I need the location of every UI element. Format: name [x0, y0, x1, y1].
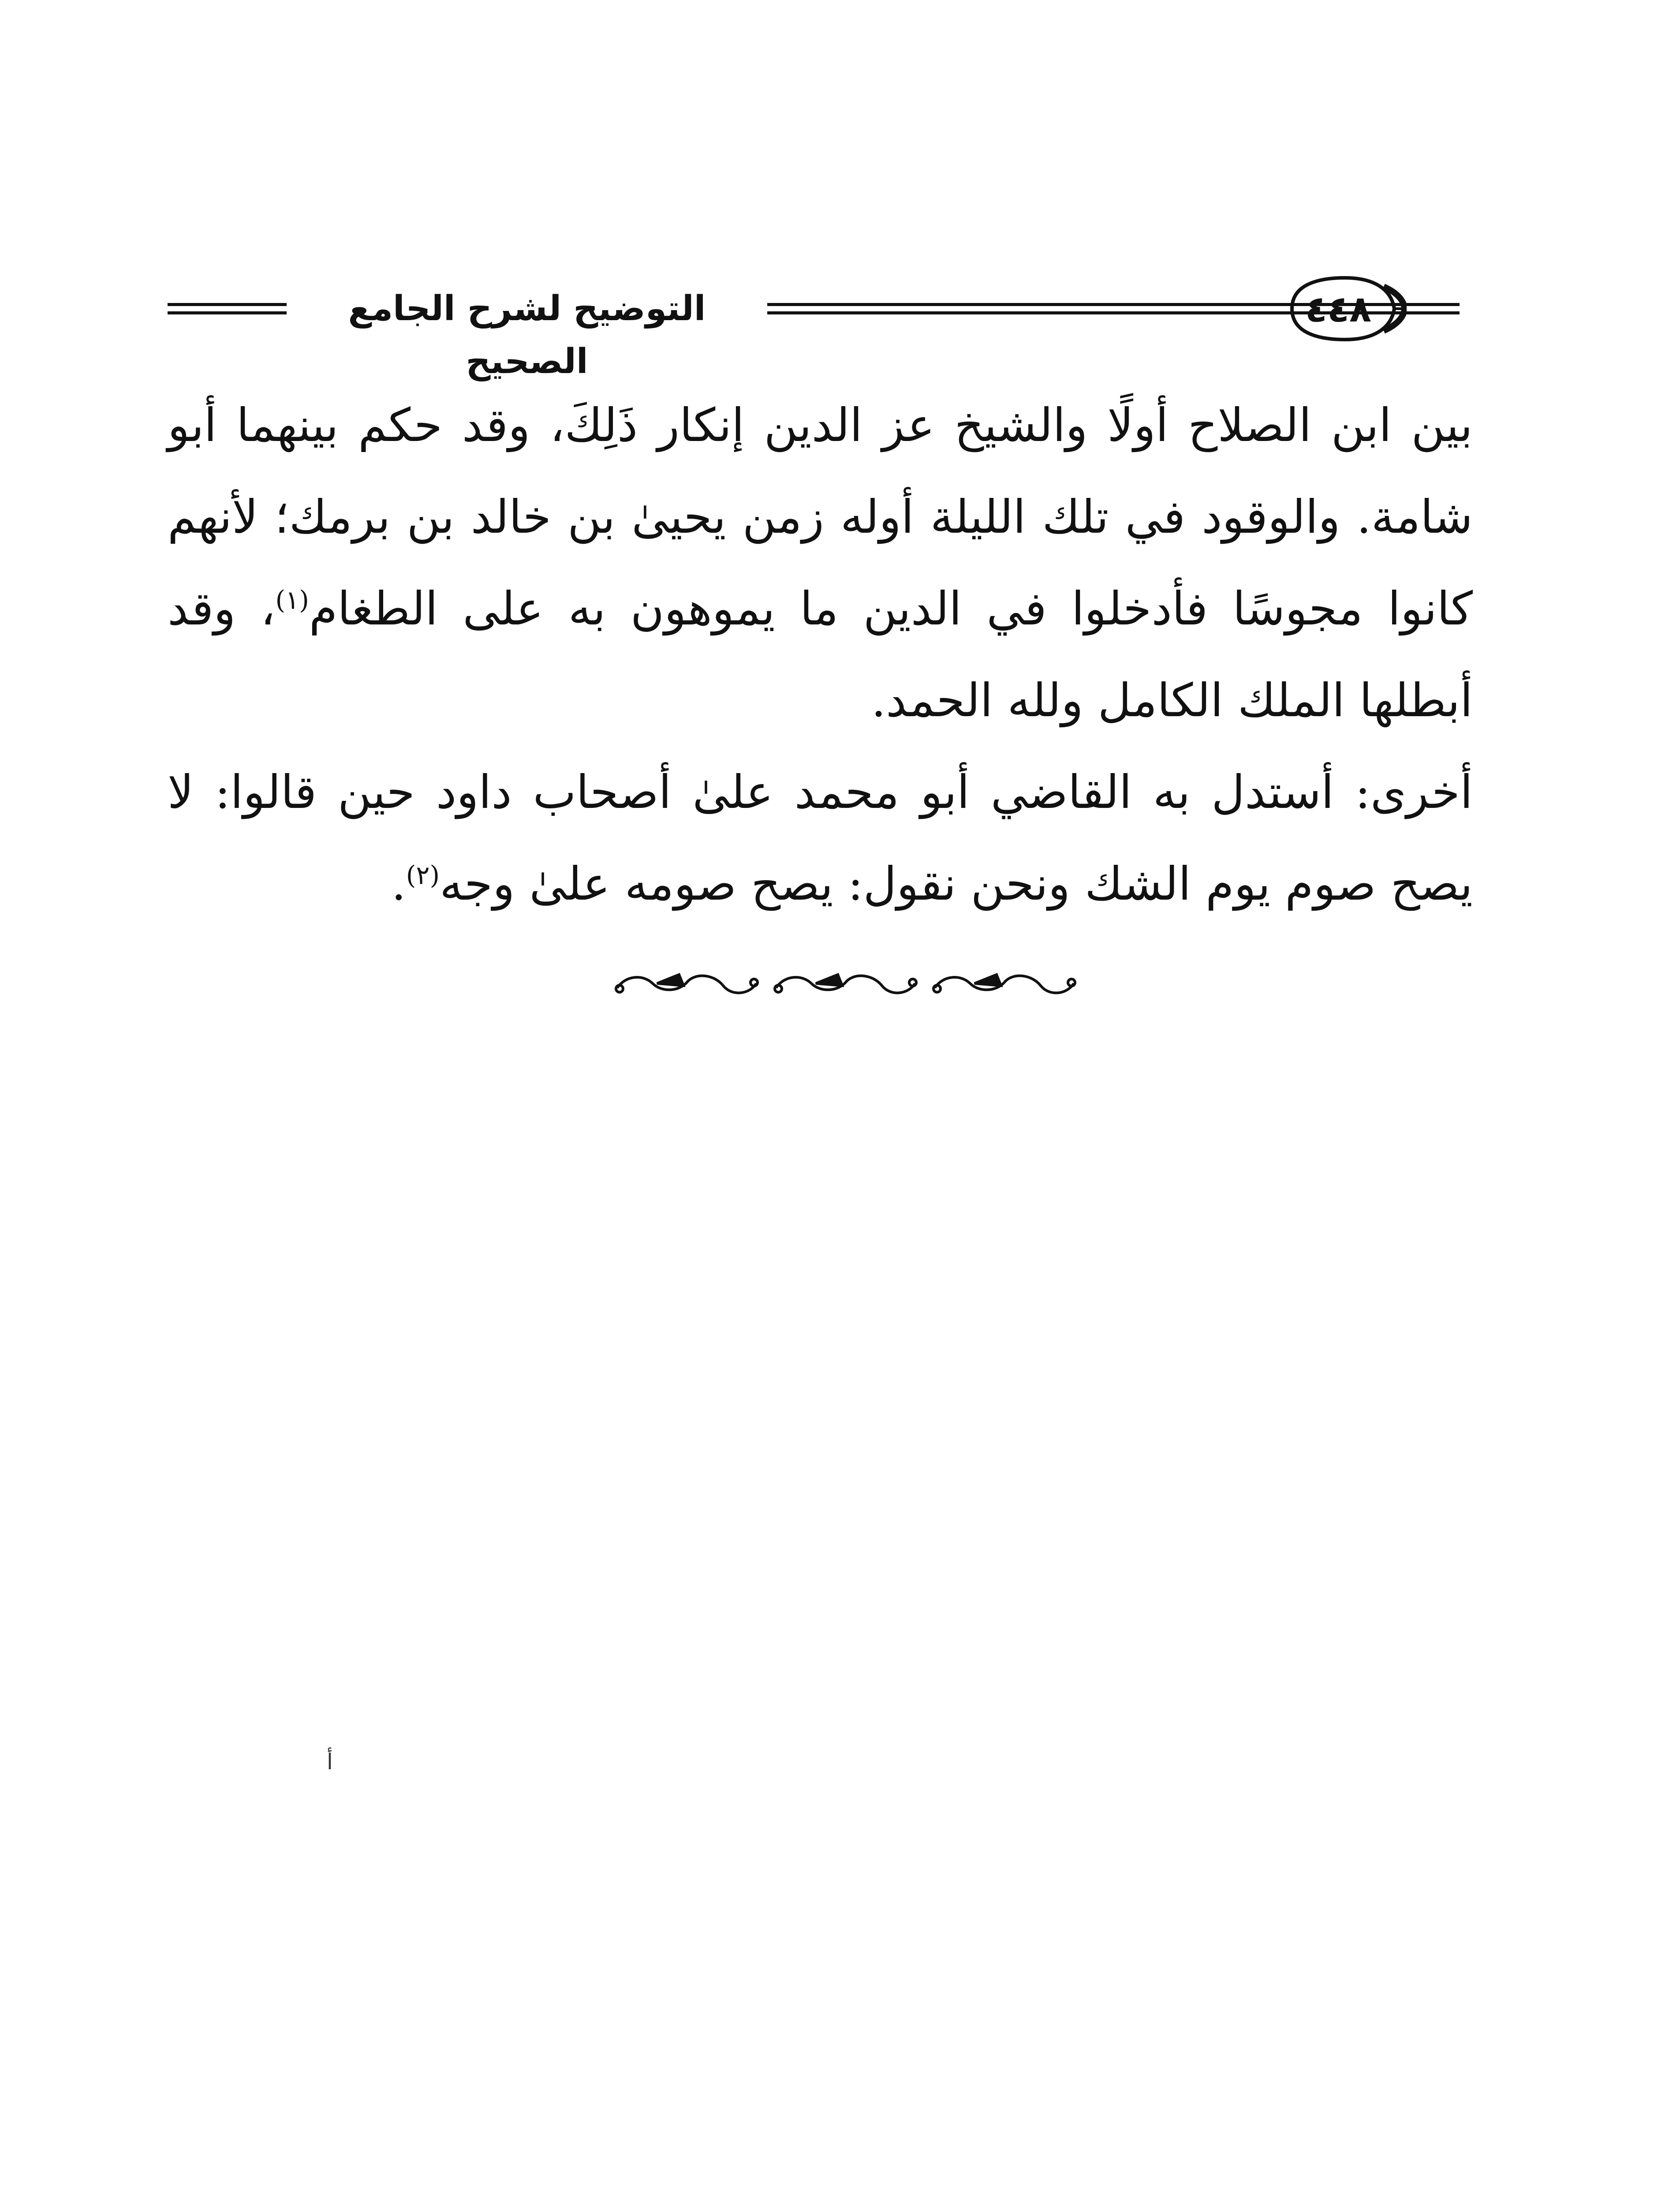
running-title: التوضيح لشرح الجامع الصحيح: [348, 289, 706, 381]
page-number: ٤٤٨: [1305, 288, 1372, 330]
page-header: [168, 265, 1482, 381]
paragraph-1: [168, 379, 1473, 746]
footnote-ref-1: (١): [275, 585, 309, 615]
section-ornament-icon: [609, 957, 1085, 1010]
footnote-ref-2: (٢): [406, 860, 440, 890]
paragraph-1-text: بين ابن الصلاح أولًا والشيخ عز الدين إنكار ذَلِكَ، وقد حكم بينهما أبو شامة. والوقود في تلك الليلة أوله زمن يحيىٰ بن خالد بن برمك؛ لأنهم كانوا مجوسًا فأدخلوا في الدين ما يموهون به على الطغام: [168, 398, 1473, 635]
stray-mark: أ: [327, 1749, 333, 1775]
paragraph-1-tail: ، وقد أبطلها الملك الكامل ولله الحمد.: [168, 582, 1473, 727]
header-rule-left: [168, 303, 287, 314]
page-number-badge: [1279, 269, 1407, 348]
main-text: [168, 379, 1473, 930]
paragraph-2-text: أخرى: أستدل به القاضي أبو محمد علىٰ أصحاب داود حين قالوا: لا يصح صوم يوم الشك ونحن نقول: يصح صومه علىٰ وجه: [168, 765, 1473, 911]
paragraph-2: [168, 746, 1473, 930]
paragraph-2-tail: .: [391, 857, 406, 911]
